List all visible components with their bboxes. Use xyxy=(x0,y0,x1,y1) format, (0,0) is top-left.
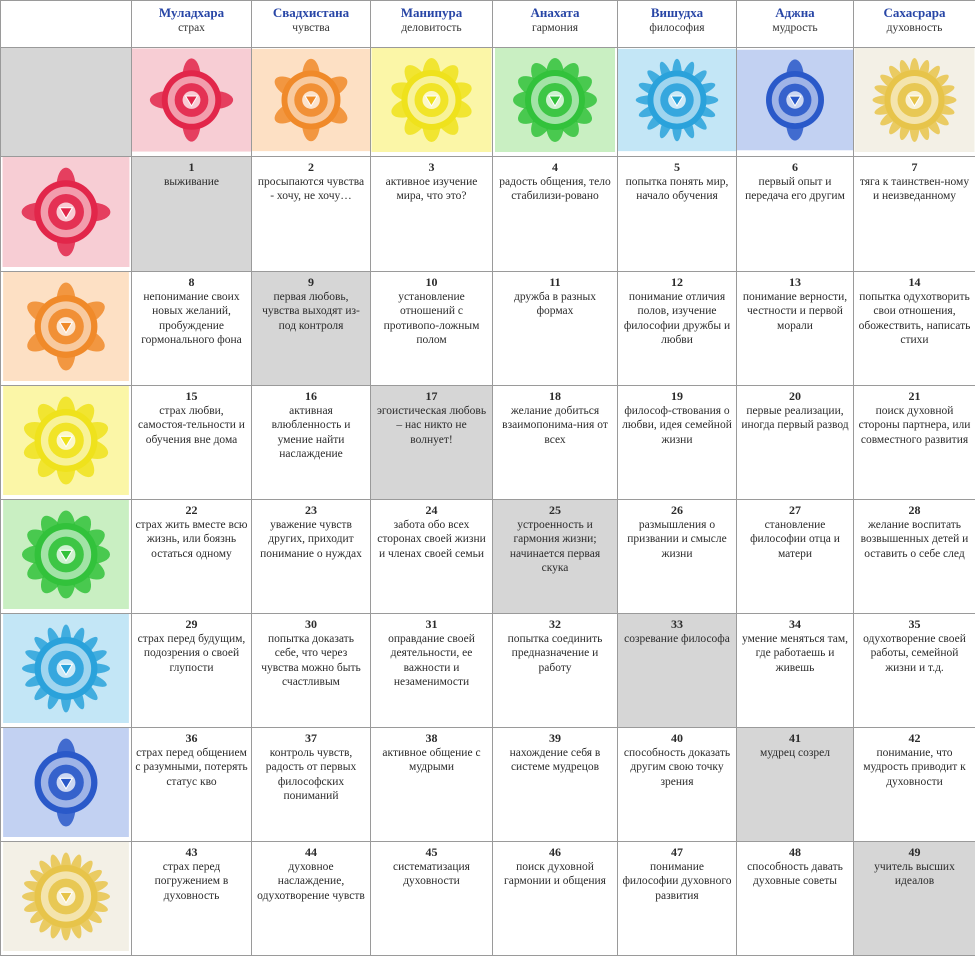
column-title: Аджна xyxy=(775,5,815,20)
cell-number: 27 xyxy=(789,503,801,517)
cell-number: 37 xyxy=(305,731,317,745)
cell-text: страх жить вместе всю жизнь, или боязнь остаться одному xyxy=(135,519,248,560)
matrix-cell xyxy=(737,728,854,842)
matrix-cell xyxy=(493,386,618,500)
image-corner xyxy=(1,48,132,157)
matrix-cell xyxy=(618,157,737,272)
cell-text: понимание, что мудрость приводит к духовности xyxy=(863,747,966,788)
cell-number: 22 xyxy=(185,503,198,517)
cell-text: забота обо всех сторонах своей жизни и членах своей семьи xyxy=(377,519,486,560)
cell-number: 13 xyxy=(789,275,801,289)
matrix-cell xyxy=(737,500,854,614)
chakra-symbol-icon xyxy=(854,48,975,157)
cell-number: 17 xyxy=(425,389,438,403)
cell-text: мудрец созрел xyxy=(759,747,831,759)
matrix-cell xyxy=(371,386,493,500)
column-subtitle: чувства xyxy=(292,22,330,35)
cell-number: 41 xyxy=(789,731,801,745)
cell-text: философ-ствования о любви, идея семейной жизни xyxy=(622,405,732,446)
cell-text: устроенность и гармония жизни; начинается первая скука xyxy=(509,519,601,575)
cell-number: 24 xyxy=(425,503,438,517)
cell-text: страх любви, самостоя-тельности и обучения вне дома xyxy=(138,405,245,446)
cell-number: 19 xyxy=(671,389,683,403)
matrix-cell xyxy=(737,272,854,386)
cell-text: попытка понять мир, начало обучения xyxy=(625,176,729,203)
cell-number: 47 xyxy=(671,845,683,859)
cell-text: контроль чувств, радость от первых философских пониманий xyxy=(265,747,357,803)
cell-number: 3 xyxy=(428,160,435,174)
column-header-2 xyxy=(252,1,371,48)
cell-text: страх перед будущим, подозрения о своей глупости xyxy=(137,633,246,674)
cell-text: первые реализации, иногда первый развод xyxy=(741,405,849,432)
cell-number: 1 xyxy=(188,160,195,174)
cell-text: страх перед общением с разумными, потерять статус кво xyxy=(135,747,248,788)
cell-number: 21 xyxy=(908,389,921,403)
cell-text: желание добиться взаимопонима-ния от всех xyxy=(502,405,608,446)
matrix-cell xyxy=(132,614,252,728)
matrix-cell xyxy=(618,272,737,386)
column-subtitle: духовность xyxy=(886,22,943,35)
matrix-cell xyxy=(737,386,854,500)
column-title: Сахасрара xyxy=(883,5,946,20)
cell-text: эгоистическая любовь – нас никто не волнует! xyxy=(376,405,487,446)
cell-number: 7 xyxy=(911,160,918,174)
chakra-row-icon xyxy=(1,500,132,614)
matrix-cell xyxy=(854,272,975,386)
cell-number: 32 xyxy=(549,617,561,631)
chakra-row-icon xyxy=(1,842,132,956)
column-header-7 xyxy=(854,1,975,48)
cell-text: понимание философии духовного развития xyxy=(622,861,732,902)
cell-number: 30 xyxy=(305,617,317,631)
cell-text: активная влюбленность и умение найти наслаждение xyxy=(271,405,351,461)
cell-number: 46 xyxy=(549,845,561,859)
cell-number: 36 xyxy=(185,731,198,745)
cell-number: 45 xyxy=(425,845,438,859)
cell-number: 16 xyxy=(305,389,317,403)
column-subtitle: деловитость xyxy=(401,22,462,35)
chakra-row-icon xyxy=(1,728,132,842)
cell-number: 29 xyxy=(185,617,198,631)
cell-number: 14 xyxy=(908,275,921,289)
cell-text: понимание верности, честности и первой морали xyxy=(742,291,848,332)
cell-number: 5 xyxy=(674,160,680,174)
cell-text: духовное наслаждение, одухотворение чувств xyxy=(257,861,365,902)
cell-number: 15 xyxy=(185,389,198,403)
cell-number: 38 xyxy=(425,731,438,745)
matrix-cell xyxy=(252,500,371,614)
cell-number: 25 xyxy=(549,503,561,517)
column-subtitle: страх xyxy=(178,22,205,35)
column-title: Муладхара xyxy=(158,5,225,20)
cell-number: 39 xyxy=(549,731,561,745)
cell-number: 33 xyxy=(671,617,683,631)
matrix-cell xyxy=(737,842,854,956)
column-header-1 xyxy=(132,1,252,48)
cell-text: становление философии отца и матери xyxy=(750,519,840,560)
cell-number: 34 xyxy=(789,617,801,631)
matrix-cell xyxy=(371,157,493,272)
column-header-5 xyxy=(618,1,737,48)
matrix-cell xyxy=(854,728,975,842)
cell-text: первая любовь, чувства выходят из-под контроля xyxy=(262,291,360,332)
cell-text: страх перед погружением в духовность xyxy=(154,861,229,902)
cell-number: 11 xyxy=(549,275,561,289)
cell-number: 48 xyxy=(789,845,801,859)
column-header-4 xyxy=(493,1,618,48)
matrix-cell xyxy=(737,157,854,272)
column-title: Манипура xyxy=(400,5,463,20)
cell-text: одухотворение своей работы, семейной жизни и т.д. xyxy=(863,633,966,674)
matrix-cell xyxy=(132,272,252,386)
cell-text: учитель высших идеалов xyxy=(874,861,955,888)
matrix-cell xyxy=(371,842,493,956)
cell-number: 35 xyxy=(908,617,921,631)
matrix-cell xyxy=(252,386,371,500)
cell-number: 31 xyxy=(425,617,438,631)
chakra-row-icon xyxy=(1,157,132,272)
matrix-cell xyxy=(618,842,737,956)
cell-number: 43 xyxy=(185,845,198,859)
cell-text: способность доказать другим свою точку зрения xyxy=(623,747,731,788)
column-header-6 xyxy=(737,1,854,48)
matrix-cell xyxy=(493,614,618,728)
matrix-cell xyxy=(493,272,618,386)
cell-number: 6 xyxy=(792,160,798,174)
cell-text: поиск духовной гармонии и общения xyxy=(504,861,606,888)
cell-text: просыпаются чувства - хочу, не хочу… xyxy=(257,176,365,203)
chakra-row-icon xyxy=(1,386,132,500)
cell-text: активное общение с мудрыми xyxy=(382,747,481,774)
chakra-symbol-icon xyxy=(618,48,737,157)
matrix-cell xyxy=(132,728,252,842)
cell-text: желание воспитать возвышенных детей и оставить о себе след xyxy=(860,519,969,560)
chakra-row-icon xyxy=(1,614,132,728)
cell-number: 10 xyxy=(425,275,438,289)
cell-text: активное изучение мира, что это? xyxy=(385,176,478,203)
cell-number: 18 xyxy=(549,389,561,403)
column-title: Вишудха xyxy=(650,5,704,20)
cell-number: 2 xyxy=(308,160,314,174)
column-subtitle: мудрость xyxy=(772,22,818,35)
chakra-row-icon xyxy=(1,272,132,386)
matrix-cell xyxy=(252,157,371,272)
matrix-cell xyxy=(252,272,371,386)
cell-text: попытка соединить предназначение и работу xyxy=(507,633,603,674)
cell-number: 26 xyxy=(671,503,683,517)
cell-text: поиск духовной стороны партнера, или совместного развития xyxy=(858,405,971,446)
matrix-cell xyxy=(371,728,493,842)
cell-text: систематизация духовности xyxy=(393,861,470,888)
cell-text: понимание отличия полов, изучение философии дружбы и любви xyxy=(623,291,731,347)
cell-number: 40 xyxy=(671,731,683,745)
cell-text: нахождение себя в системе мудрецов xyxy=(509,747,601,774)
cell-number: 23 xyxy=(305,503,317,517)
cell-text: установление отношений с противопо-ложным полом xyxy=(383,291,480,347)
cell-text: попытка доказать себе, что через чувства можно быть счастливым xyxy=(261,633,361,689)
matrix-cell xyxy=(737,614,854,728)
matrix-cell xyxy=(493,842,618,956)
column-subtitle: гармония xyxy=(531,22,579,35)
matrix-cell xyxy=(252,728,371,842)
cell-text: первый опыт и передача его другим xyxy=(745,176,845,203)
matrix-cell xyxy=(132,500,252,614)
matrix-cell xyxy=(252,614,371,728)
matrix-cell xyxy=(618,500,737,614)
chakra-symbol-icon xyxy=(493,48,618,157)
cell-text: попытка одухотворить свои отношения, обожествить, написать стихи xyxy=(858,291,971,347)
chakra-symbol-icon xyxy=(737,48,854,157)
cell-text: уважение чувств других, приходит понимание о нуждах xyxy=(260,519,362,560)
matrix-cell xyxy=(854,614,975,728)
matrix-cell xyxy=(854,157,975,272)
chakra-symbol-icon xyxy=(252,48,371,157)
cell-text: тяга к таинствен-ному и неизведанному xyxy=(859,176,970,203)
matrix-cell xyxy=(493,157,618,272)
matrix-cell xyxy=(132,842,252,956)
cell-text: дружба в разных формах xyxy=(513,291,596,318)
cell-number: 12 xyxy=(671,275,683,289)
matrix-cell xyxy=(618,728,737,842)
matrix-cell xyxy=(132,386,252,500)
cell-number: 44 xyxy=(305,845,317,859)
cell-text: способность давать духовные советы xyxy=(747,861,843,888)
matrix-cell xyxy=(618,386,737,500)
matrix-cell xyxy=(132,157,252,272)
matrix-cell xyxy=(371,500,493,614)
cell-number: 4 xyxy=(552,160,558,174)
cell-number: 20 xyxy=(789,389,801,403)
cell-number: 28 xyxy=(908,503,921,517)
matrix-cell xyxy=(252,842,371,956)
cell-text: радость общения, тело стабилизи-ровано xyxy=(499,176,611,203)
cell-number: 42 xyxy=(908,731,921,745)
cell-text: выживание xyxy=(163,176,220,188)
cell-number: 8 xyxy=(188,275,195,289)
chakra-symbol-icon xyxy=(132,48,252,157)
cell-text: размышления о призвании и смысле жизни xyxy=(627,519,727,560)
column-subtitle: философия xyxy=(649,22,705,35)
matrix-cell xyxy=(854,386,975,500)
matrix-cell xyxy=(493,728,618,842)
cell-text: оправдание своей деятельности, ее важности и незаменимости xyxy=(388,633,475,689)
column-title: Свадхистана xyxy=(272,5,350,20)
chakra-symbol-icon xyxy=(371,48,493,157)
matrix-cell xyxy=(854,842,975,956)
cell-number: 9 xyxy=(308,275,314,289)
matrix-cell xyxy=(618,614,737,728)
cell-text: умение меняться там, где работаешь и живешь xyxy=(741,633,849,674)
column-title: Анахата xyxy=(530,5,580,20)
matrix-cell xyxy=(371,272,493,386)
cell-text: созревание философа xyxy=(624,633,730,645)
matrix-cell xyxy=(371,614,493,728)
column-header-3 xyxy=(371,1,493,48)
cell-number: 49 xyxy=(908,845,921,859)
matrix-cell xyxy=(854,500,975,614)
header-corner xyxy=(1,1,132,48)
matrix-cell xyxy=(493,500,618,614)
cell-text: непонимание своих новых желаний, пробуждение гормонального фона xyxy=(141,291,242,347)
